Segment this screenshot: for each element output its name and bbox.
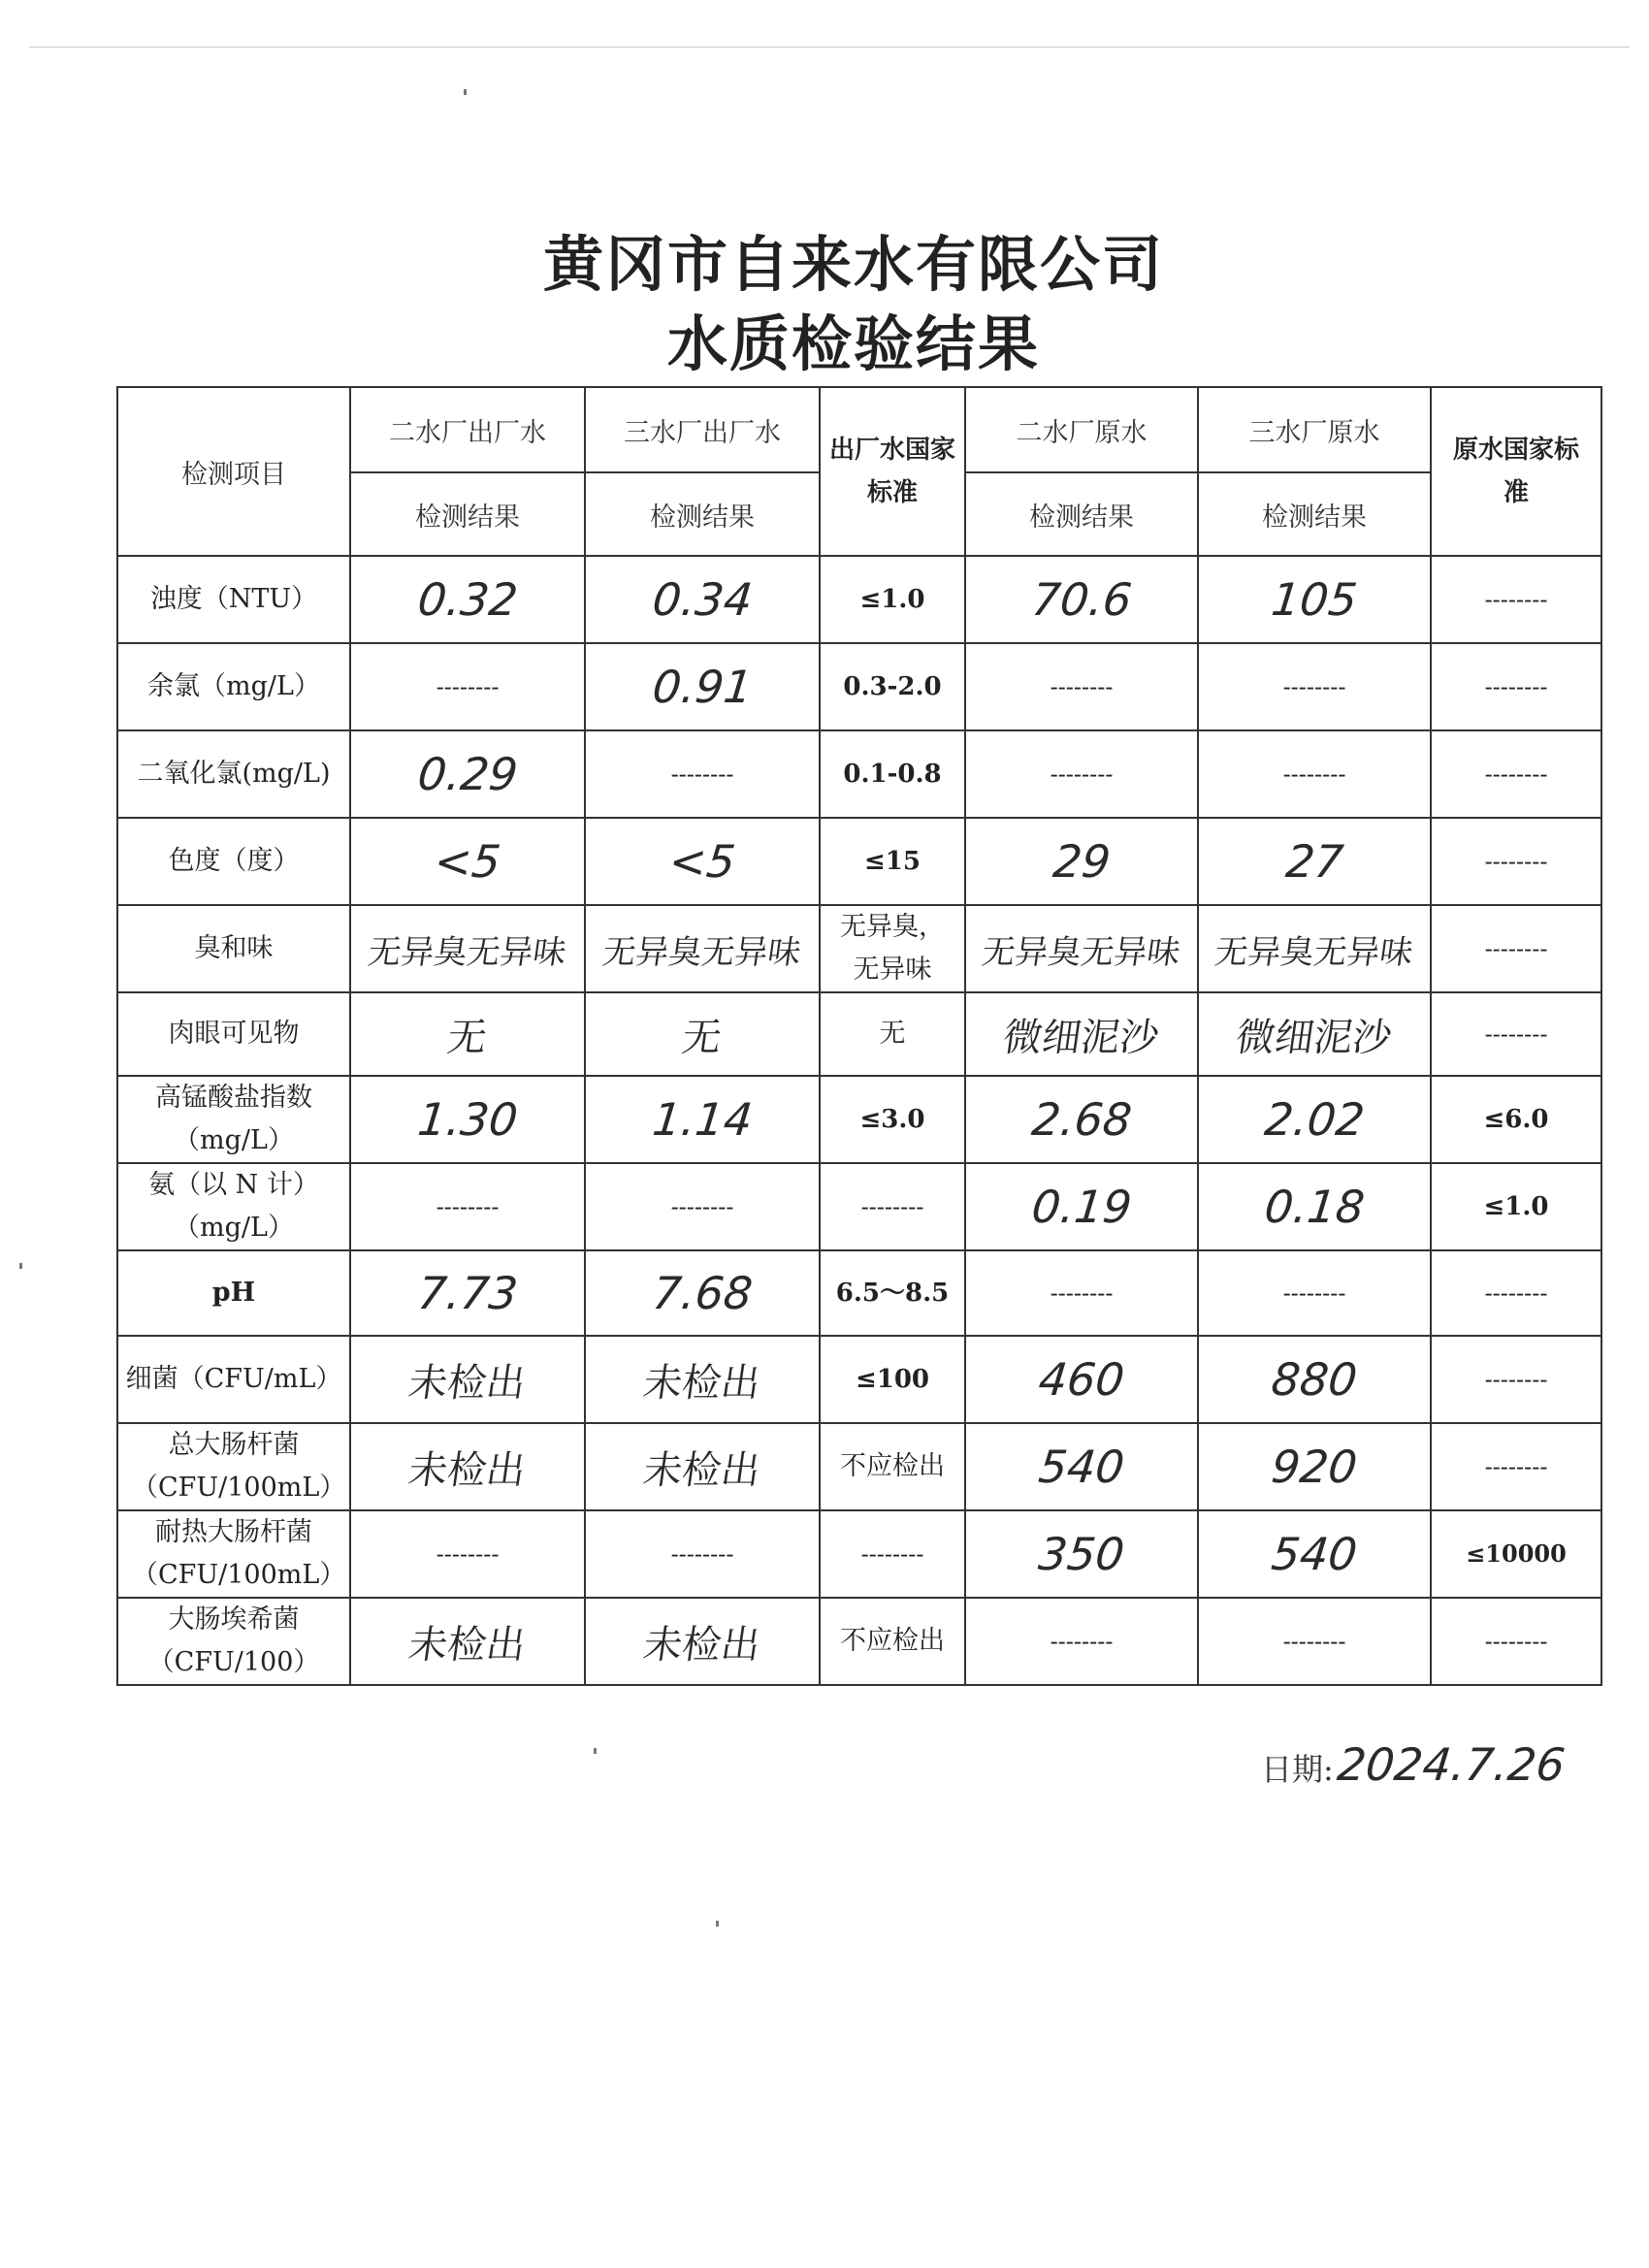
header-plant3-raw: 三水厂原水: [1198, 387, 1431, 472]
standard: --------: [820, 1510, 965, 1598]
value: <5: [432, 835, 503, 888]
scan-edge-line: [29, 47, 1630, 48]
standard: --------: [1431, 905, 1601, 992]
company-name: 黄冈市自来水有限公司: [542, 229, 1164, 300]
item-color: 色度（度）: [117, 818, 350, 905]
value: 0.34: [649, 573, 756, 626]
value: --------: [1198, 643, 1431, 730]
standard: ≤6.0: [1431, 1076, 1601, 1163]
value: 350: [1036, 1528, 1127, 1580]
table-row: [117, 1336, 1601, 1423]
item-thermotolerant-coliform: 耐热大肠杆菌（CFU/100mL）: [117, 1510, 350, 1598]
value: 7.73: [414, 1267, 521, 1319]
value: --------: [965, 730, 1198, 818]
table-row: [117, 1076, 1601, 1163]
table-row: [117, 818, 1601, 905]
date-value: 2024.7.26: [1334, 1738, 1568, 1791]
value: 880: [1269, 1353, 1360, 1406]
item-bacteria: 细菌（CFU/mL）: [117, 1336, 350, 1423]
item-total-coliform: 总大肠杆菌（CFU/100mL）: [117, 1423, 350, 1510]
standard: ≤10000: [1431, 1510, 1601, 1598]
value: --------: [350, 1163, 585, 1250]
standard: 0.3-2.0: [820, 643, 965, 730]
table-row: [117, 1423, 1601, 1510]
standard: ≤100: [820, 1336, 965, 1423]
table-row: [117, 1598, 1601, 1685]
standard: 不应检出: [820, 1598, 965, 1685]
standard: --------: [1431, 1250, 1601, 1336]
scan-speck: [716, 1921, 719, 1927]
standard: --------: [1431, 556, 1601, 643]
value: 微细泥沙: [1233, 1015, 1395, 1060]
value: --------: [1198, 1250, 1431, 1336]
value: 未检出: [405, 1360, 529, 1406]
standard: ≤1.0: [1431, 1163, 1601, 1250]
value: --------: [965, 1598, 1198, 1685]
header-raw-standard: 原水国家标准: [1431, 387, 1601, 556]
value: 1.14: [649, 1093, 756, 1146]
header-plant2-out: 二水厂出厂水: [350, 387, 585, 472]
standard: ≤3.0: [820, 1076, 965, 1163]
value: 920: [1269, 1441, 1360, 1493]
value: 未检出: [405, 1622, 529, 1668]
value: 未检出: [640, 1622, 763, 1668]
item-residual-chlorine: 余氯（mg/L）: [117, 643, 350, 730]
item-e-coli: 大肠埃希菌（CFU/100）: [117, 1598, 350, 1685]
value: 540: [1036, 1441, 1127, 1493]
value: 540: [1269, 1528, 1360, 1580]
standard: --------: [1431, 1336, 1601, 1423]
header-item: 检测项目: [117, 387, 350, 556]
standard: --------: [1431, 1423, 1601, 1510]
item-ammonia: 氨（以 N 计）（mg/L）: [117, 1163, 350, 1250]
standard: 0.1-0.8: [820, 730, 965, 818]
standard: 无: [820, 992, 965, 1076]
value: 无: [679, 1015, 725, 1060]
standard: --------: [1431, 643, 1601, 730]
value: --------: [585, 730, 820, 818]
report-title: 水质检验结果: [666, 308, 1040, 379]
table-row: [117, 1163, 1601, 1250]
value: --------: [585, 1510, 820, 1598]
scan-speck: [594, 1748, 597, 1754]
value: 未检出: [405, 1447, 529, 1493]
standard: 6.5～8.5: [820, 1250, 965, 1336]
header-plant2-raw: 二水厂原水: [965, 387, 1198, 472]
table-row: [117, 992, 1601, 1076]
value: 0.29: [414, 748, 521, 800]
table-row: [117, 730, 1601, 818]
scan-speck: [464, 89, 467, 95]
item-permanganate: 高锰酸盐指数（mg/L）: [117, 1076, 350, 1163]
table-row: [117, 905, 1601, 992]
scan-speck: [19, 1263, 22, 1269]
value: --------: [585, 1163, 820, 1250]
table-row: [117, 1510, 1601, 1598]
table-row: [117, 556, 1601, 643]
value: --------: [1198, 1598, 1431, 1685]
standard: --------: [1431, 1598, 1601, 1685]
value: 0.91: [649, 661, 756, 713]
table-row: [117, 643, 1601, 730]
standard: ≤15: [820, 818, 965, 905]
result-label-3: 检测结果: [965, 472, 1198, 556]
water-quality-table: [116, 386, 1602, 1686]
date-line: [1261, 1738, 1568, 1791]
value: 无异臭无异味: [365, 932, 569, 972]
value: 0.18: [1261, 1181, 1368, 1233]
value: 70.6: [1028, 573, 1135, 626]
value: 460: [1036, 1353, 1127, 1406]
value: 29: [1050, 835, 1114, 888]
item-turbidity: 浊度（NTU）: [117, 556, 350, 643]
standard: --------: [820, 1163, 965, 1250]
value: --------: [350, 643, 585, 730]
value: 微细泥沙: [1000, 1015, 1162, 1060]
value: --------: [965, 643, 1198, 730]
standard: 不应检出: [820, 1423, 965, 1510]
value: 105: [1269, 573, 1360, 626]
item-ph: pH: [117, 1250, 350, 1336]
standard: ≤1.0: [820, 556, 965, 643]
value: 未检出: [640, 1360, 763, 1406]
value: --------: [1198, 730, 1431, 818]
date-label: 日期:: [1261, 1751, 1334, 1788]
table-row: [117, 1250, 1601, 1336]
value: --------: [350, 1510, 585, 1598]
document-title: [0, 225, 1649, 384]
value: 1.30: [414, 1093, 521, 1146]
header-row-1: [117, 387, 1601, 472]
result-label-2: 检测结果: [585, 472, 820, 556]
header-out-standard: 出厂水国家标准: [820, 387, 965, 556]
value: --------: [965, 1250, 1198, 1336]
value: 2.02: [1261, 1093, 1368, 1146]
item-odor-taste: 臭和味: [117, 905, 350, 992]
standard: --------: [1431, 818, 1601, 905]
value: 无异臭无异味: [979, 932, 1183, 972]
item-chlorine-dioxide: 二氧化氯(mg/L): [117, 730, 350, 818]
result-label-1: 检测结果: [350, 472, 585, 556]
value: 0.19: [1028, 1181, 1135, 1233]
value: 27: [1282, 835, 1346, 888]
value: 无: [444, 1015, 490, 1060]
value: 2.68: [1028, 1093, 1135, 1146]
value: 无异臭无异味: [1212, 932, 1416, 972]
result-label-4: 检测结果: [1198, 472, 1431, 556]
standard: --------: [1431, 730, 1601, 818]
value: 0.32: [414, 573, 521, 626]
value: 无异臭无异味: [599, 932, 804, 972]
standard: --------: [1431, 992, 1601, 1076]
item-visible-matter: 肉眼可见物: [117, 992, 350, 1076]
standard: 无异臭，无异味: [820, 905, 965, 992]
value: 未检出: [640, 1447, 763, 1493]
header-plant3-out: 三水厂出厂水: [585, 387, 820, 472]
value: 7.68: [649, 1267, 756, 1319]
value: <5: [666, 835, 738, 888]
